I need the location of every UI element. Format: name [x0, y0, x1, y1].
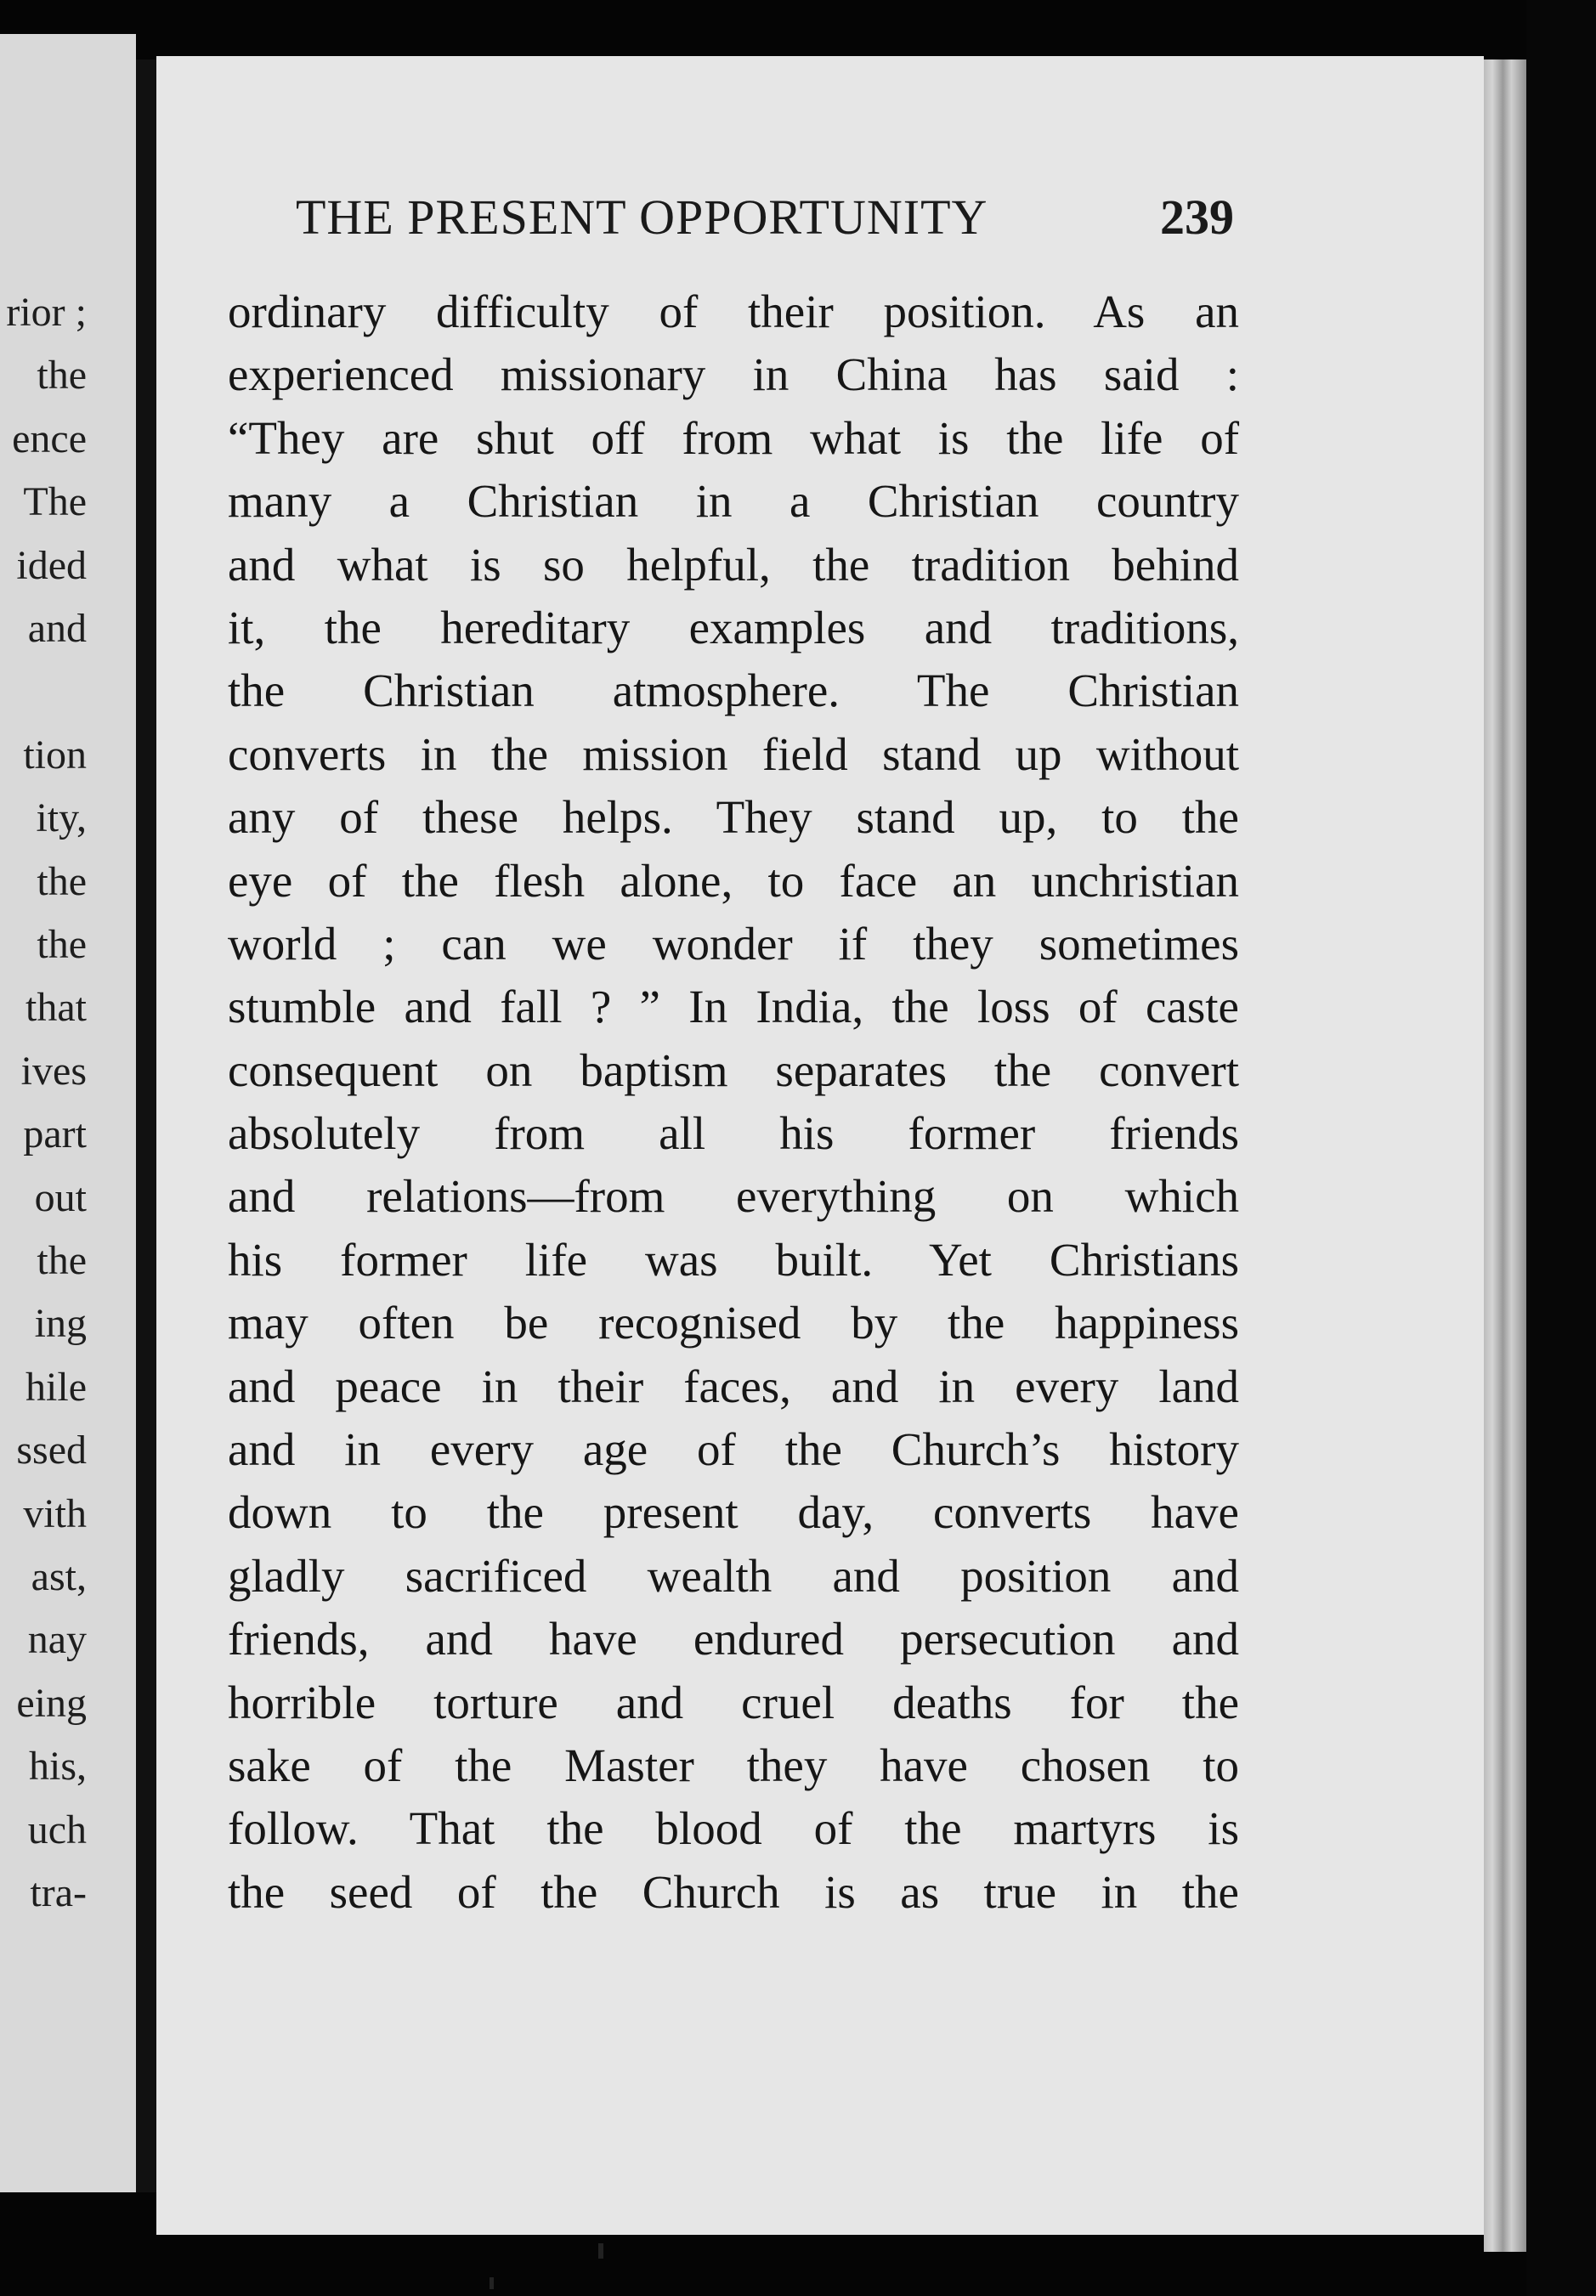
- text-line: many a Christian in a Christian country: [228, 475, 1239, 528]
- left-page-fragment: ast,: [31, 1554, 87, 1599]
- text-line: and what is so helpful, the tradition behind: [228, 538, 1239, 591]
- left-facing-page: [0, 34, 136, 2192]
- scan-artifact-mark: [598, 2243, 603, 2259]
- left-page-fragment: out: [34, 1174, 87, 1220]
- left-page-fragment: hile: [25, 1364, 87, 1410]
- left-page-fragment: uch: [27, 1807, 87, 1852]
- text-line: stumble and fall ? ” In India, the loss of caste: [228, 981, 1239, 1033]
- text-line: and peace in their faces, and in every land: [228, 1360, 1240, 1412]
- text-line: down to the present day, converts have: [228, 1486, 1239, 1539]
- left-page-fragment: ssed: [16, 1428, 87, 1473]
- left-page-fragment: rior ;: [6, 290, 87, 335]
- left-page-fragment: vith: [23, 1490, 87, 1536]
- text-line: it, the hereditary examples and traditions,: [228, 601, 1239, 653]
- left-page-fragment: nay: [27, 1617, 87, 1663]
- text-line: experienced missionary in China has said :: [228, 348, 1240, 401]
- left-page-fragment: the: [37, 1238, 87, 1283]
- text-line: friends, and have endured persecution and: [228, 1613, 1239, 1665]
- text-line: eye of the flesh alone, to face an unchristian: [228, 854, 1239, 907]
- body-paragraph: [228, 280, 1239, 1924]
- text-line: follow. That the blood of the martyrs is: [228, 1802, 1239, 1855]
- text-line: gladly sacrificed wealth and position and: [228, 1549, 1239, 1602]
- text-line: sake of the Master they have chosen to: [228, 1739, 1240, 1791]
- text-line: consequent on baptism separates the convert: [228, 1043, 1239, 1096]
- text-line: converts in the mission field stand up without: [228, 727, 1239, 780]
- left-page-fragment: ing: [34, 1301, 87, 1347]
- text-line: the Christian atmosphere. The Christian: [228, 664, 1240, 717]
- page-edges: [1484, 59, 1526, 2252]
- left-page-fragment: ided: [16, 542, 87, 588]
- text-line: any of these helps. They stand up, to the: [228, 791, 1239, 844]
- text-line: and in every age of the Church’s history: [228, 1423, 1239, 1476]
- page-number: 239: [1160, 189, 1234, 245]
- left-page-fragment: eing: [16, 1680, 87, 1726]
- running-title: THE PRESENT OPPORTUNITY: [296, 189, 988, 245]
- left-page-fragment: his,: [28, 1744, 87, 1790]
- left-page-fragment: ives: [20, 1048, 87, 1094]
- left-page-fragment: ity,: [36, 795, 87, 841]
- book-gutter: [136, 59, 156, 2192]
- left-page-fragment: the: [37, 353, 87, 399]
- left-page-fragment: and: [27, 606, 87, 651]
- text-line: “They are shut off from what is the life of: [228, 411, 1240, 464]
- scan-background-right: [1526, 0, 1596, 2296]
- scan-artifact-mark: [490, 2277, 494, 2289]
- left-page-fragment: part: [23, 1111, 87, 1157]
- text-line: absolutely from all his former friends: [228, 1107, 1240, 1160]
- text-line: his former life was built. Yet Christians: [228, 1233, 1239, 1286]
- text-line: ordinary difficulty of their position. As an: [228, 286, 1239, 337]
- text-line: the seed of the Church is as true in the: [228, 1865, 1239, 1918]
- left-page-fragment: the: [37, 922, 87, 967]
- running-head: [296, 189, 1234, 248]
- left-page-fragment: that: [25, 985, 87, 1031]
- text-line: world ; can we wonder if they sometimes: [228, 917, 1239, 970]
- text-line: horrible torture and cruel deaths for the: [228, 1676, 1239, 1728]
- text-line: may often be recognised by the happiness: [228, 1297, 1239, 1349]
- left-page-fragment: the: [37, 858, 87, 904]
- left-page-fragment: ence: [12, 416, 87, 461]
- left-page-fragment: The: [23, 479, 87, 525]
- text-line: and relations—from everything on which: [228, 1170, 1239, 1223]
- left-page-fragment: tion: [23, 732, 87, 778]
- left-page-fragment: tra-: [30, 1870, 87, 1915]
